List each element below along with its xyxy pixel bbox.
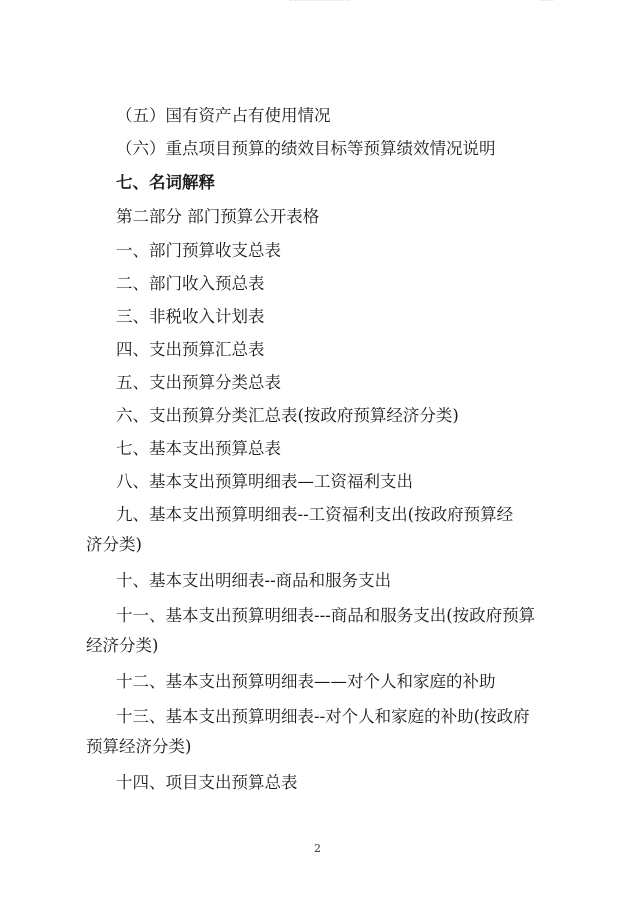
- toc-line: 三、非税收入计划表: [116, 307, 265, 326]
- toc-line: 十一、基本支出预算明细表---商品和服务支出(按政府预算: [116, 606, 536, 625]
- page-number: 2: [314, 842, 321, 855]
- toc-line: （六）重点项目预算的绩效目标等预算绩效情况说明: [116, 139, 496, 158]
- section-heading: 七、名词解释: [116, 173, 215, 192]
- toc-line: 八、基本支出预算明细表—工资福利支出: [116, 472, 413, 491]
- table-of-contents: [86, 104, 556, 795]
- toc-line: 十二、基本支出预算明细表——对个人和家庭的补助: [116, 672, 496, 691]
- toc-line: 七、基本支出预算总表: [116, 439, 281, 458]
- toc-line: 十三、基本支出预算明细表--对个人和家庭的补助(按政府: [116, 707, 530, 726]
- scan-artifact: [290, 0, 350, 7]
- toc-line-continuation: 预算经济分类): [86, 737, 192, 756]
- toc-line-continuation: 济分类): [86, 535, 142, 554]
- toc-line: （五）国有资产占有使用情况: [116, 106, 331, 125]
- toc-line-continuation: 经济分类): [86, 636, 159, 655]
- toc-line: 六、支出预算分类汇总表(按政府预算经济分类): [116, 406, 459, 425]
- scan-artifact: [540, 0, 554, 7]
- toc-line: 二、部门收入预总表: [116, 274, 265, 293]
- toc-line: 一、部门预算收支总表: [116, 241, 281, 260]
- toc-line: 十、基本支出明细表--商品和服务支出: [116, 571, 392, 590]
- toc-line: 十四、项目支出预算总表: [116, 773, 298, 792]
- toc-line: 四、支出预算汇总表: [116, 340, 265, 359]
- toc-line: 五、支出预算分类总表: [116, 373, 281, 392]
- toc-line: 九、基本支出预算明细表--工资福利支出(按政府预算经: [116, 505, 514, 524]
- part-heading: 第二部分 部门预算公开表格: [116, 207, 320, 226]
